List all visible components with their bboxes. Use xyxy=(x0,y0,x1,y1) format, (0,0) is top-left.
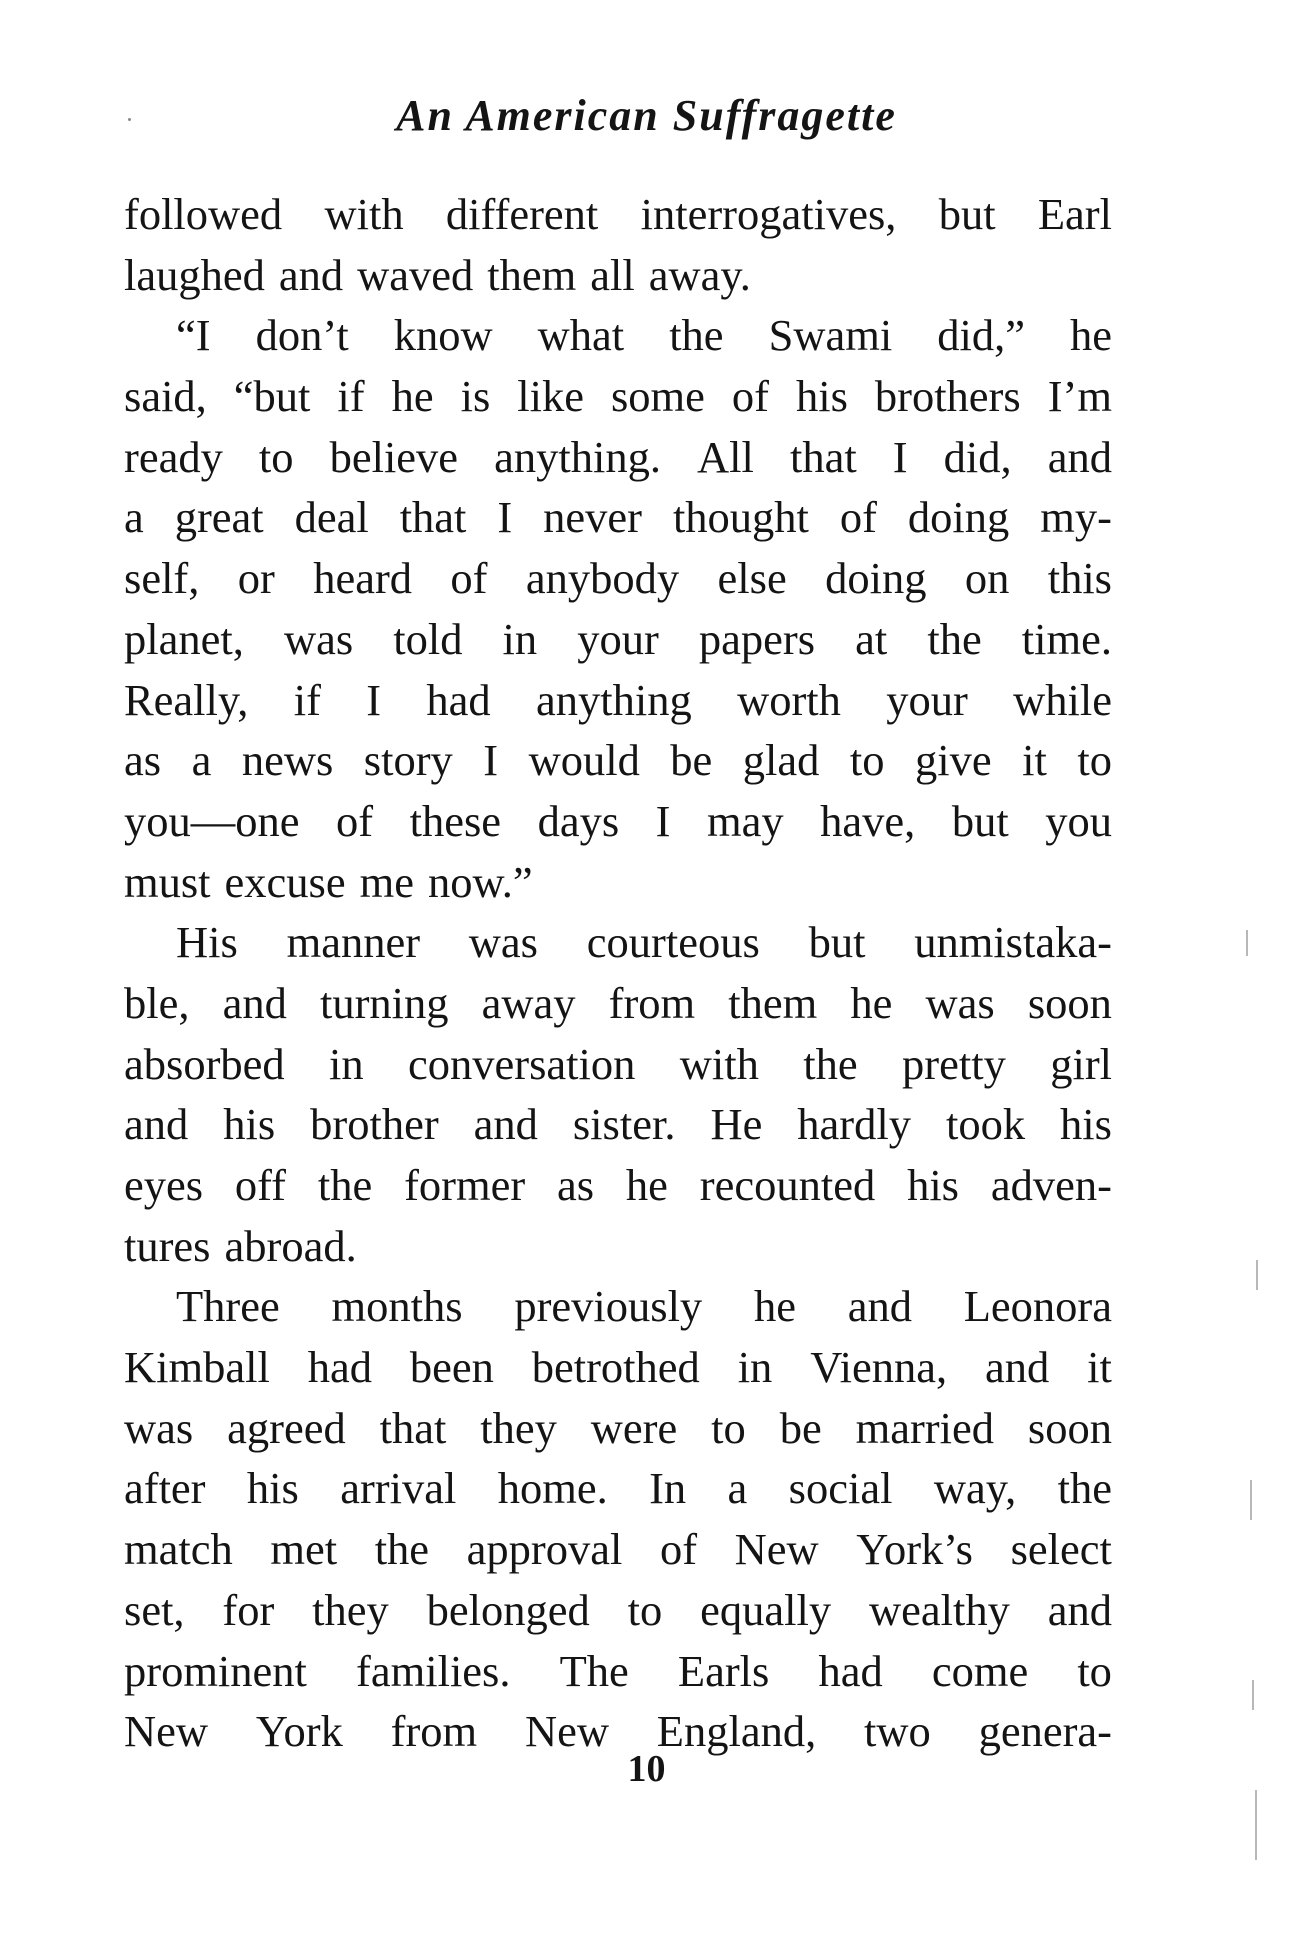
text-line: absorbed in conversation with the pretty girl xyxy=(124,1038,1112,1089)
text-line: ble, and turning away from them he was soon xyxy=(124,977,1112,1028)
text-line: ready to believe anything. All that I did, and xyxy=(124,431,1112,482)
ink-speck xyxy=(1246,930,1248,956)
text-line: “I don’t know what the Swami did,” he xyxy=(176,310,1112,361)
text-line: you—one of these days I may have, but you xyxy=(124,795,1112,846)
text-line: self, or heard of anybody else doing on this xyxy=(124,553,1112,604)
ink-speck xyxy=(1250,1480,1252,1520)
text-line: eyes off the former as he recounted his adven- xyxy=(124,1160,1112,1210)
text-line: said, “but if he is like some of his brothers I’m xyxy=(124,371,1112,422)
text-line: prominent families. The Earls had come to xyxy=(124,1645,1112,1696)
text-line: laughed and waved them all away. xyxy=(124,249,751,300)
text-line: match met the approval of New York’s select xyxy=(124,1524,1112,1575)
text-line: Three months previously he and Leonora xyxy=(176,1281,1112,1332)
text-line: followed with different interrogatives, but Earl xyxy=(124,189,1112,239)
running-head: An American Suffragette xyxy=(396,91,897,140)
text-line: Really, if I had anything worth your while xyxy=(124,674,1112,725)
text-line: tures abroad. xyxy=(124,1220,357,1271)
ink-speck xyxy=(1255,1790,1257,1860)
text-line: must excuse me now.” xyxy=(124,856,533,907)
text-line: as a news story I would be glad to give it to xyxy=(124,735,1112,786)
text-line: New York from New England, two genera- xyxy=(124,1706,1112,1757)
page-number: 10 xyxy=(627,1748,666,1790)
body-text xyxy=(124,184,1112,1762)
text-line: set, for they belonged to equally wealthy and xyxy=(124,1584,1112,1635)
text-line: Kimball had been betrothed in Vienna, and it xyxy=(124,1342,1112,1393)
ink-speck xyxy=(1256,1260,1258,1290)
ink-speck xyxy=(1252,1680,1254,1710)
text-line: a great deal that I never thought of doing my- xyxy=(124,492,1112,543)
text-line: His manner was courteous but unmistaka- xyxy=(176,917,1112,968)
text-line: planet, was told in your papers at the time. xyxy=(124,613,1112,664)
text-line: and his brother and sister. He hardly took his xyxy=(124,1099,1112,1150)
text-line: was agreed that they were to be married soon xyxy=(124,1402,1112,1453)
text-line: after his arrival home. In a social way, the xyxy=(124,1463,1112,1514)
